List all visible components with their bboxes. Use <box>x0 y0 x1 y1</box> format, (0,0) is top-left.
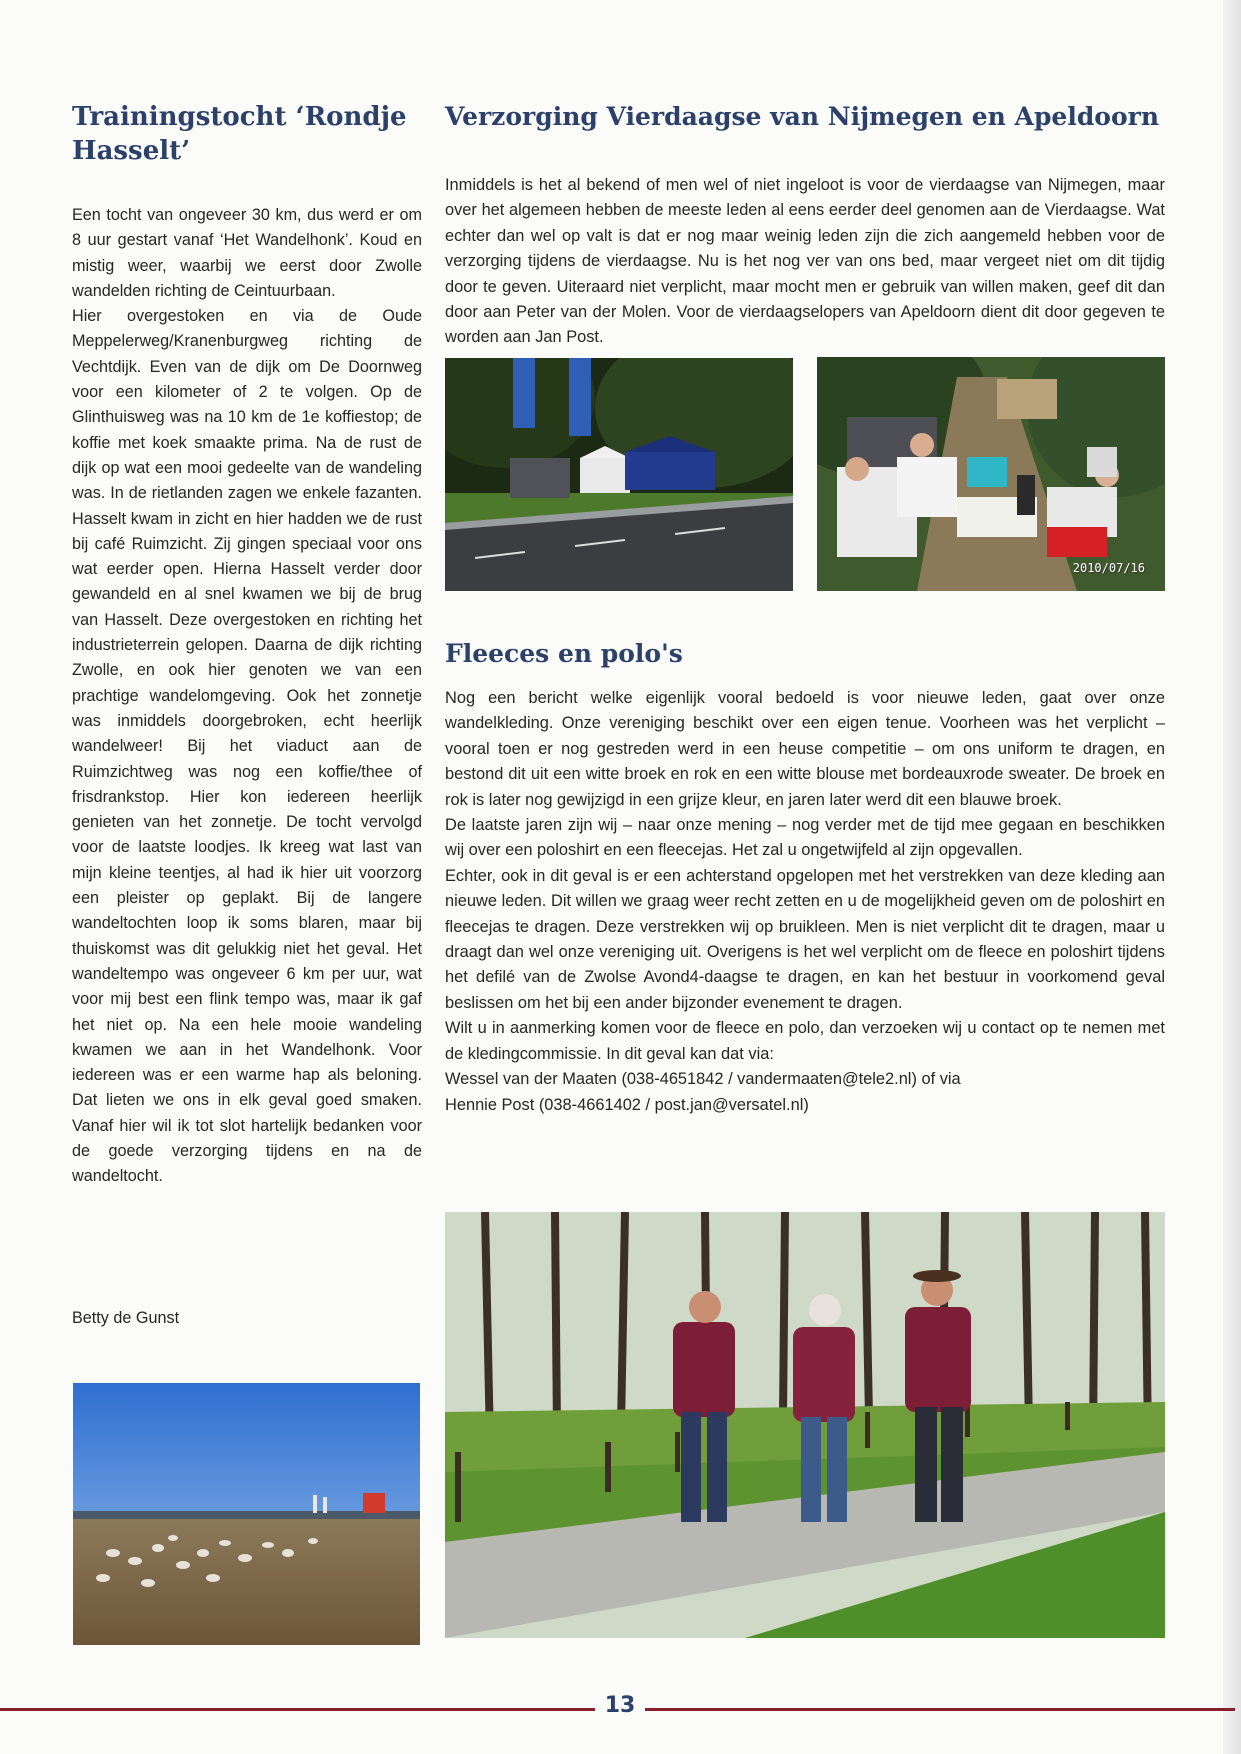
photo-sheep-dike <box>73 1383 420 1645</box>
paragraph: De laatste jaren zijn wij – naar onze mening – nog verder met de tijd mee gegaan en beschikken wij over een poloshirt en een fleecejas. Het zal u ongetwijfeld al zijn opgevallen. <box>445 816 1165 860</box>
paragraph: Een tocht van ongeveer 30 km, dus werd er om 8 uur gestart vanaf ‘Het Wandelhonk’. Koud en mistig weer, waarbij we eerst door Zwolle wandelden richting de Ceintuurbaan. <box>72 206 422 300</box>
photo-picnic-rest <box>817 357 1165 591</box>
contact-wessel: Wessel van der Maaten (038-4651842 / vandermaaten@tele2.nl) of via <box>445 1070 961 1089</box>
paragraph: Hier overgestoken en via de Oude Meppelerweg/Kranenburgweg richting de Vechtdijk. Even van de dijk om De Doornweg voor een kilometer of 2 te volgen. Op de Glinthuisweg was na 10 km de 1e koffiestop; de koffie met koek smaakte prima. Na de rust de dijk op wat een mooi gedeelte van de wandeling was. In de rietlanden zagen we enkele fazanten. Hasselt kwam in zicht en hier hadden we de rust bij café Ruimzicht. Zij gingen speciaal voor ons wat eerder open. Hierna Hasselt verder door gewandeld en al snel kwamen we bij de brug van Hasselt. Deze overgestoken en richting het industrieterrein gelopen. Daarna de dijk richting Zwolle, en ook hier genoten we van een prachtige wandelomgeving. Ook het zonnetje was inmiddels doorgebroken, echt heerlijk wandelweer! Bij het viaduct aan de Ruimzichtweg was nog een koffie/thee of frisdrankstop. Hier kon iedereen heerlijk genieten van het zonnetje. De tocht vervolgd voor de laatste loodjes. Ik kreeg wat last van mijn kleine teentjes, al had ik hier uit voorzorg een pleister op geplakt. Bij de langere wandeltochten loop ik soms blaren, maar bij thuiskomst was dit gelukkig niet het geval. Het wandeltempo was ongeveer 6 km per uur, wat voor mij best een flink tempo was, maar ik gaf het niet op. Na een hele mooie wandeling kwamen we aan in het Wandelhonk. Voor iedereen was er een warme hap als beloning. Dat lieten we ons in elk geval goed smaken. Vanaf hier wil ik tot slot hartelijk bedanken voor de goede verzorging tijdens en na de wandeltocht. <box>72 307 422 1186</box>
photo-verzorgingspost-tents <box>445 358 793 591</box>
paragraph: Inmiddels is het al bekend of men wel of niet ingeloot is voor de vierdaagse van Nijmegen, maar over het algemeen hebben de meeste leden al eens eerder deel genomen aan de Vierdaagse. Wat echter dan wel op valt is dat er nog maar weinig leden zijn die zich aangemeld hebben voor de verzorging tijdens de vierdaagse. Nu is het nog ver van ons bed, maar vergeet niet om dit tijdig door te geven. Uiteraard niet verplicht, maar mocht men er gebruik van willen maken, geef dit dan door aan Peter van der Molen. Voor de vierdaagselopers van Apeldoorn dient dit door gegeven te worden aan Jan Post. <box>445 176 1165 347</box>
author-signature: Betty de Gunst <box>72 1309 180 1327</box>
footer-rule-left <box>0 1708 595 1711</box>
article-title-trainingstocht: Trainingstocht ‘Rondje Hasselt’ <box>72 102 407 166</box>
article-title-fleeces: Fleeces en polo's <box>445 639 683 668</box>
photo-walkers-fleeces <box>445 1212 1165 1638</box>
page-number: 13 <box>604 1693 636 1718</box>
article-body-fleeces <box>445 686 1165 1118</box>
paragraph: Nog een bericht welke eigenlijk vooral bedoeld is voor nieuwe leden, gaat over onze wandelkleding. Onze vereniging beschikt over een eigen tenue. Voorheen was het verplicht – vooral toen er nog gestreden werd in een heuse competitie – om ons uniform te dragen, en bestond dit uit een witte broek en rok en een witte blouse met bordeauxrode sweater. De broek en rok is later nog gewijzigd in een grijze kleur, en jaren later werd dit een blauwe broek. <box>445 689 1165 809</box>
article-title-vierdaagse: Verzorging Vierdaagse van Nijmegen en Apeldoorn <box>445 102 1160 131</box>
article-body-trainingstocht <box>72 203 422 1190</box>
contact-hennie: Hennie Post (038-4661402 / post.jan@versatel.nl) <box>445 1095 809 1114</box>
page-edge <box>1223 0 1241 1754</box>
paragraph: Wilt u in aanmerking komen voor de fleece en polo, dan verzoeken wij u contact op te nemen met de kledingcommissie. In dit geval kan dat via: <box>445 1019 1165 1063</box>
photo-date-stamp: 2010/07/16 <box>1072 561 1145 575</box>
article-body-vierdaagse <box>445 173 1165 351</box>
footer-rule-right <box>645 1708 1235 1711</box>
paragraph: Echter, ook in dit geval is er een achterstand opgelopen met het verstrekken van deze kleding aan nieuwe leden. Dit willen we graag weer recht zetten en u de mogelijkheid geven om de poloshirt en fleecejas te dragen. Deze verstrekken wij op bruikleen. Men is niet verplicht dit te dragen, maar u draagt dan wel onze vereniging uit. Overigens is het wel verplicht om de fleece en poloshirt tijdens het defilé van de Zwolse Avond4-daagse te dragen, en kan het bestuur in voorkomend geval beslissen om het bij een ander bijzonder evenement te dragen. <box>445 866 1165 1012</box>
